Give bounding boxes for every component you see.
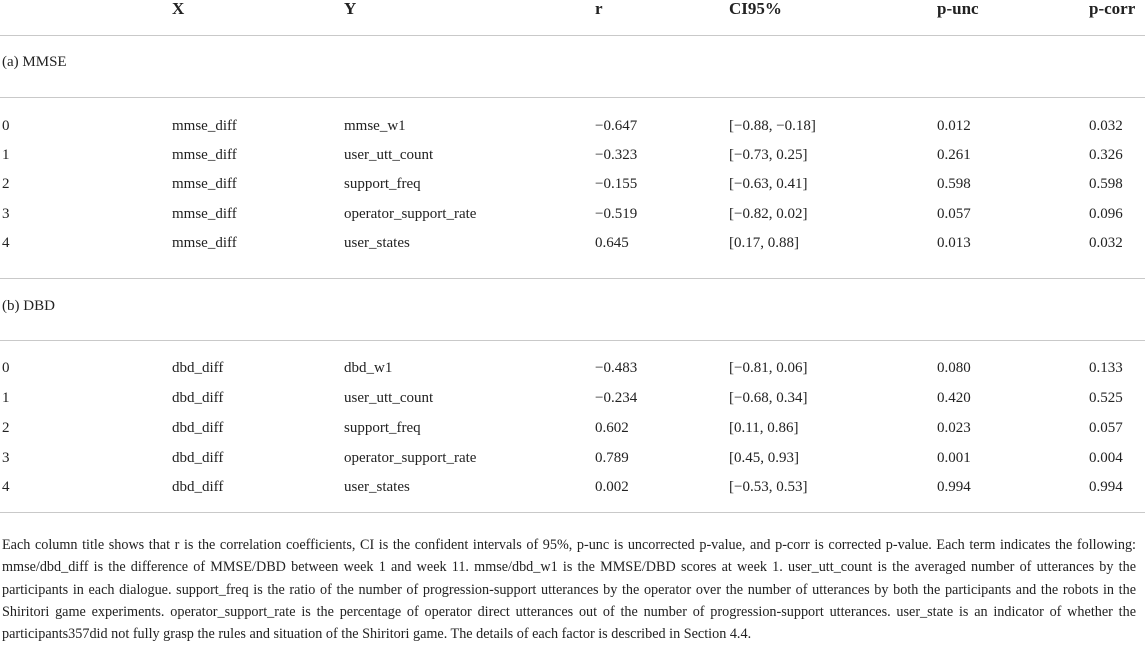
- cell-x: mmse_diff: [172, 118, 237, 134]
- cell-y: user_utt_count: [344, 390, 434, 406]
- cell-index: 3: [2, 450, 10, 466]
- cell-x: dbd_diff: [172, 390, 224, 406]
- cell-x: dbd_diff: [172, 360, 224, 376]
- cell-x: mmse_diff: [172, 206, 237, 222]
- cell-ci95: [0.45, 0.93]: [729, 450, 799, 466]
- cell-index: 1: [2, 390, 10, 406]
- cell-p-unc: 0.261: [937, 147, 971, 163]
- cell-x: mmse_diff: [172, 176, 237, 192]
- header-ci95: CI95%: [729, 0, 782, 18]
- cell-ci95: [−0.68, 0.34]: [729, 390, 808, 406]
- cell-ci95: [−0.81, 0.06]: [729, 360, 808, 376]
- cell-p-corr: 0.598: [1089, 176, 1123, 192]
- cell-index: 3: [2, 206, 10, 222]
- section-end-rule-mmse: [0, 278, 1145, 279]
- cell-p-unc: 0.012: [937, 118, 971, 134]
- cell-y: support_freq: [344, 420, 421, 436]
- header-y: Y: [344, 0, 357, 18]
- cell-r: −0.155: [595, 176, 638, 192]
- cell-ci95: [0.11, 0.86]: [729, 420, 799, 436]
- cell-index: 1: [2, 147, 10, 163]
- cell-p-unc: 0.013: [937, 235, 971, 251]
- cell-index: 2: [2, 176, 10, 192]
- cell-index: 4: [2, 235, 10, 251]
- header-rule: [0, 35, 1145, 36]
- cell-index: 4: [2, 479, 10, 495]
- cell-index: 0: [2, 118, 10, 134]
- cell-y: operator_support_rate: [344, 450, 477, 466]
- section-label-mmse: (a) MMSE: [2, 54, 67, 70]
- cell-r: 0.602: [595, 420, 629, 436]
- cell-p-corr: 0.032: [1089, 118, 1123, 134]
- cell-x: mmse_diff: [172, 147, 237, 163]
- cell-p-corr: 0.994: [1089, 479, 1123, 495]
- cell-r: −0.483: [595, 360, 638, 376]
- table-bottom-rule: [0, 512, 1145, 513]
- cell-r: −0.323: [595, 147, 638, 163]
- cell-r: 0.789: [595, 450, 629, 466]
- cell-y: dbd_w1: [344, 360, 393, 376]
- cell-p-corr: 0.326: [1089, 147, 1123, 163]
- cell-r: 0.002: [595, 479, 629, 495]
- cell-ci95: [0.17, 0.88]: [729, 235, 799, 251]
- cell-p-unc: 0.023: [937, 420, 971, 436]
- cell-y: user_states: [344, 479, 410, 495]
- cell-p-unc: 0.080: [937, 360, 971, 376]
- cell-ci95: [−0.63, 0.41]: [729, 176, 808, 192]
- section-rule-dbd: [0, 340, 1145, 341]
- cell-p-unc: 0.994: [937, 479, 971, 495]
- cell-ci95: [−0.88, −0.18]: [729, 118, 816, 134]
- header-p-corr: p-corr: [1089, 0, 1136, 18]
- cell-p-corr: 0.525: [1089, 390, 1123, 406]
- cell-p-unc: 0.420: [937, 390, 971, 406]
- cell-p-corr: 0.096: [1089, 206, 1123, 222]
- table-footnote: Each column title shows that r is the correlation coefficients, CI is the confident intervals of 95%, p-unc is uncorrected p-value, and p-corr is corrected p-value. Each term indicates the following: mmse/dbd_diff is the difference of MMSE/DBD between week 1 and week 11. mmse/dbd_w1 is the MMSE/DBD scores at week 1. user_utt_count is the averaged number of utterances by the participants in each dialogue. support_freq is the ratio of the number of progression-support utterances by the operator over the number of utterances by both the participants and the robots in the Shiritori game experiments. operator_support_rate is the percentage of operator direct utterances out of the number of progression-support utterances. user_state is an indicator of whether the participants357did not fully grasp the rules and situation of the Shiritori game. The details of each factor is described in Section 4.4.: [2, 537, 1136, 642]
- header-p-unc: p-unc: [937, 0, 979, 18]
- cell-r: −0.519: [595, 206, 638, 222]
- cell-ci95: [−0.53, 0.53]: [729, 479, 808, 495]
- cell-y: support_freq: [344, 176, 421, 192]
- cell-y: mmse_w1: [344, 118, 406, 134]
- cell-r: 0.645: [595, 235, 629, 251]
- cell-index: 0: [2, 360, 10, 376]
- cell-ci95: [−0.73, 0.25]: [729, 147, 808, 163]
- cell-x: dbd_diff: [172, 420, 224, 436]
- cell-p-corr: 0.133: [1089, 360, 1123, 376]
- cell-p-corr: 0.057: [1089, 420, 1123, 436]
- header-r: r: [595, 0, 603, 18]
- section-label-dbd: (b) DBD: [2, 298, 55, 314]
- cell-p-unc: 0.598: [937, 176, 971, 192]
- section-rule-mmse: [0, 97, 1145, 98]
- cell-y: user_utt_count: [344, 147, 434, 163]
- cell-index: 2: [2, 420, 10, 436]
- cell-p-corr: 0.004: [1089, 450, 1123, 466]
- cell-ci95: [−0.82, 0.02]: [729, 206, 808, 222]
- cell-y: operator_support_rate: [344, 206, 477, 222]
- header-x: X: [172, 0, 185, 18]
- cell-x: mmse_diff: [172, 235, 237, 251]
- cell-r: −0.234: [595, 390, 638, 406]
- cell-p-unc: 0.001: [937, 450, 971, 466]
- cell-p-unc: 0.057: [937, 206, 971, 222]
- cell-r: −0.647: [595, 118, 638, 134]
- cell-p-corr: 0.032: [1089, 235, 1123, 251]
- cell-x: dbd_diff: [172, 479, 224, 495]
- cell-x: dbd_diff: [172, 450, 224, 466]
- cell-y: user_states: [344, 235, 410, 251]
